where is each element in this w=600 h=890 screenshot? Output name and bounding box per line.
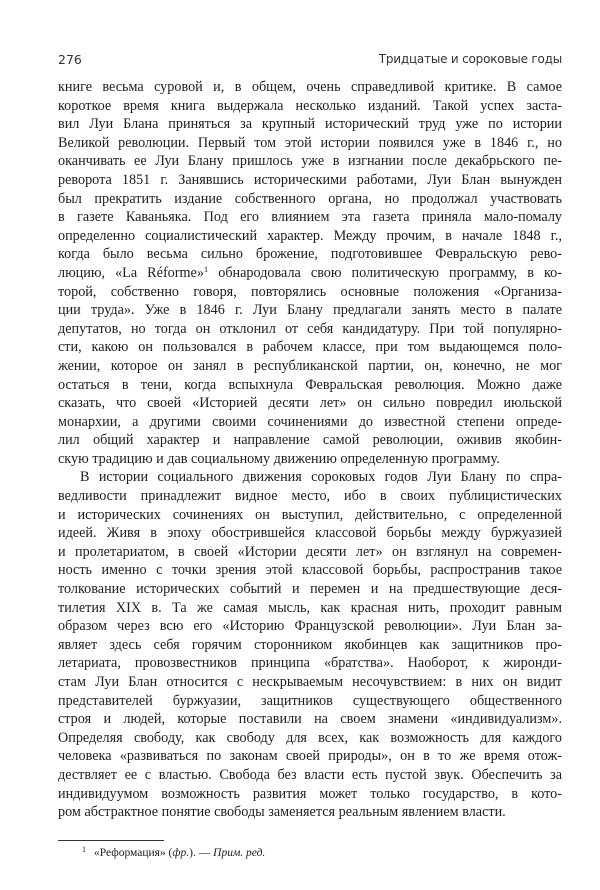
text-line: человека «развиваться по законам своей природы», он в то же время отож- (58, 748, 562, 765)
text-line: скую традицию и дав социальному движению определенную программу. (58, 450, 500, 467)
footnote-divider (58, 840, 164, 841)
text-line: был прекратить издание собственного органа, но продолжал участвовать (58, 190, 562, 207)
text-line: определенно социалистический характер. Между прочим, в начале 1848 г., (58, 227, 562, 244)
text-line: лил общий характер и направление самой революции, оживив якобин- (58, 432, 562, 449)
running-header (58, 52, 562, 70)
text-line: являет здесь себя горячим сторонником якобинцев как защитников про- (58, 636, 562, 653)
text-line: реворота 1851 г. Занявшись историческими работами, Луи Блан вынужден (58, 171, 562, 188)
text-line: представителей буржуазии, защитников существующего общественного (58, 692, 562, 709)
text-line: монархии, а другими своими сочинениями до известной степени опреде- (58, 413, 562, 430)
text-segment: обнародовала свою политическую программу, в ко- (208, 264, 563, 281)
text-line: образом через всю его «Историю Французской революции». Луи Блан за- (58, 618, 562, 635)
text-line: ведливости принадлежит видное место, ибо в своих публицистических (58, 488, 562, 505)
text-line: остаться в тени, когда вспыхнула Февральская революция. Можно даже (58, 376, 562, 393)
text-line: В истории социального движения сороковых годов Луи Блану по спра- (80, 469, 562, 486)
text-line: Определяя свободу, как свободу для всех, как возможность для каждого (58, 729, 562, 746)
text-line: строя и людей, которые поставили на своем знамени «индивидуализм». (58, 711, 562, 728)
text-line: толкование исторических событий и перемен и на предшествующие деся- (58, 581, 562, 598)
text-line: оканчивать ее Луи Блану пришлось уже в изгнании после декабрьского пе- (58, 153, 562, 170)
text-line: дествляет ее с властью. Свобода без власти есть пустой звук. Обеспечить за (58, 766, 562, 783)
text-line: ции труда». Уже в 1846 г. Луи Блану предлагали занять место в палате (58, 302, 562, 319)
text-line: летариата, провозвестников принципа «братства». Наоборот, к жиронди- (58, 655, 562, 672)
running-title: Тридцатые и сороковые годы (378, 52, 562, 66)
footnote-text: «Реформация» ( (94, 847, 173, 859)
text-line: и исторических сочинениях он выступил, действительно, с определенной (58, 506, 562, 523)
text-line: ром абстрактное понятие свободы заменяется реальным явлением власти. (58, 804, 506, 821)
page-number: 276 (58, 52, 82, 67)
footnote (82, 846, 265, 860)
text-line: в газете Каваньяка. Под его влиянием эта газета приняла мало-помалу (58, 209, 562, 226)
footnote-mark: 1 (82, 845, 86, 854)
text-line: идеей. Живя в эпоху обострившейся классовой борьбы между буржуазией (58, 525, 562, 542)
text-line: когда было весьма сильно брожение, подготовившее Февральскую рево- (58, 246, 562, 263)
text-line: стам Луи Блан относится с нескрываемым несочувствием: в них он видит (58, 674, 562, 690)
text-line: и пролетариатом, в своей «Истории десяти лет» он взглянул на современ- (58, 543, 562, 560)
footnote-middle: ). — (189, 847, 214, 859)
text-line: депутатов, но тогда он отклонил от себя кандидатуру. При той популярно- (58, 320, 562, 337)
text-line: жении, которое он занял в республиканской партии, он, конечно, не мог (58, 357, 562, 374)
text-line: сти, какою он пользовался в рабочем классе, при том выдающемся поло- (58, 339, 562, 356)
text-line: тилетия XIX в. Та же самая мысль, как красная нить, проходит равным (58, 599, 562, 616)
footnote-reference[interactable]: 1 (203, 263, 209, 274)
body-text (58, 78, 562, 822)
footnote-editor-note: Прим. ред. (213, 847, 266, 859)
text-line: вил Луи Блана приняться за крупный исторический труд уже по истории (58, 116, 562, 133)
text-segment: люцию, «La Réforme» (58, 264, 204, 281)
text-line: Великой революции. Первый том этой истории появился уже в 1846 г., но (58, 134, 562, 151)
text-line: книге весьма суровой и, в общем, очень справедливой критике. В самое (58, 79, 562, 95)
footnote-lang: фр. (172, 847, 190, 859)
text-line: индивидуумом возможность развития может только государство, в кото- (58, 785, 562, 802)
text-line: ность именно с точки зрения этой классовой борьбы, распространив такое (58, 562, 562, 579)
text-line (58, 264, 562, 283)
text-line: короткое время книга выдержала несколько изданий. Такой успех заста- (58, 97, 562, 114)
text-line: сказать, что своей «Историей десяти лет» он сильно повредил июльской (58, 395, 562, 412)
text-line: торой, собственно говоря, повторялись основные положения «Организа- (58, 283, 562, 300)
